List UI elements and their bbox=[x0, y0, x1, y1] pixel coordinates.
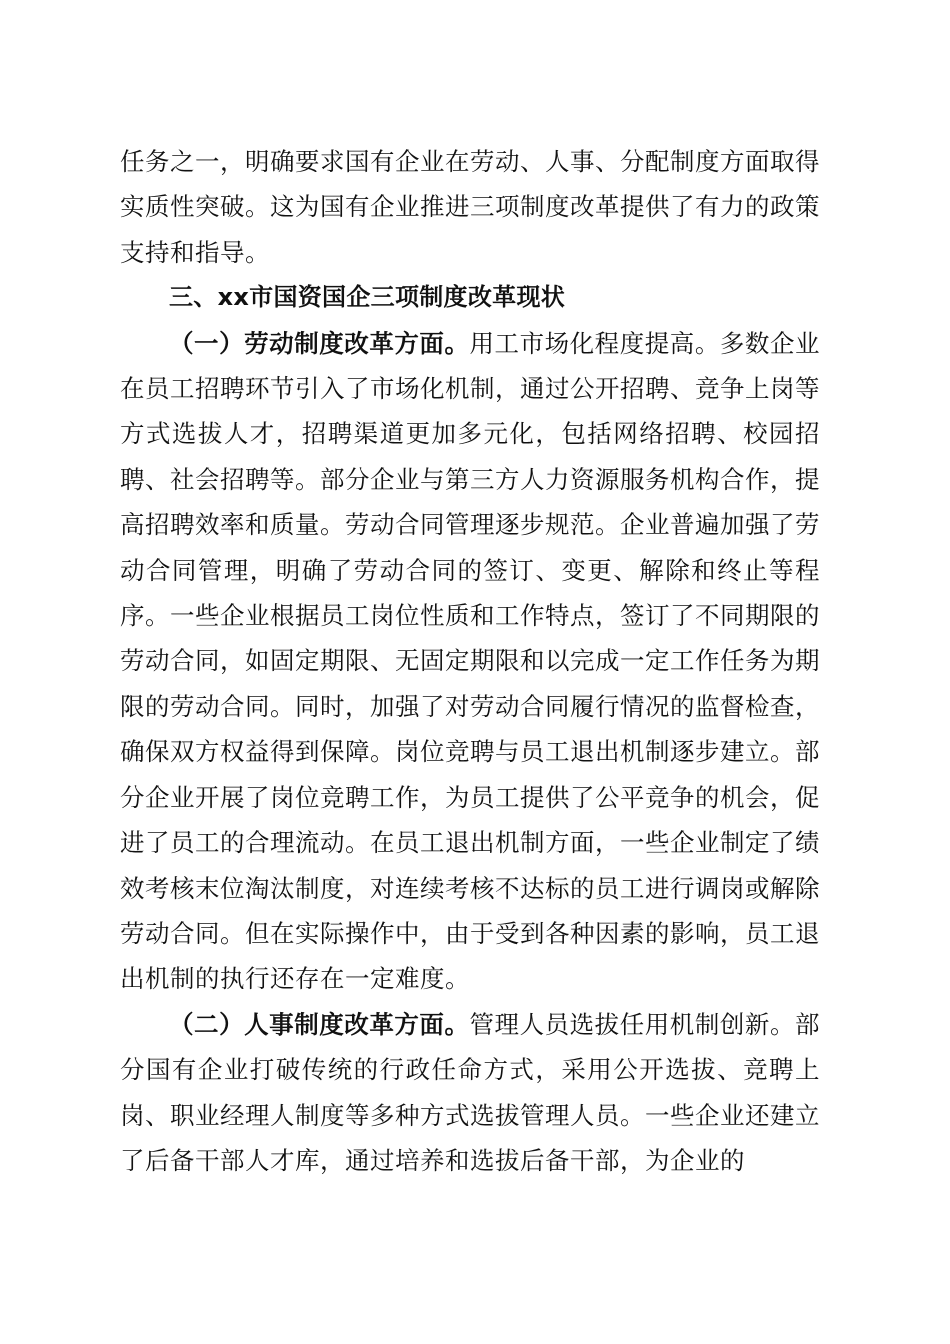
personnel-body: 管理人员选拔任用机制创新。部分国有企业打破传统的行政任命方式，采用公开选拔、竞聘上岗、职业经理人制度等多种方式选拔管理人员。一些企业还建立了后备干部人才库，通过培养和选拔后备干部，为企业的 bbox=[120, 1009, 821, 1175]
labor-lead: （一）劳动制度改革方面。 bbox=[169, 328, 470, 358]
labor-body: 用工市场化程度提高。多数企业在员工招聘环节引入了市场化机制，通过公开招聘、竞争上岗等方式选拔人才，招聘渠道更加多元化，包括网络招聘、校园招聘、社会招聘等。部分企业与第三方人力资源服务机构合作，提高招聘效率和质量。劳动合同管理逐步规范。企业普遍加强了劳动合同管理，明确了劳动合同的签订、变更、解除和终止等程序。一些企业根据员工岗位性质和工作特点，签订了不同期限的劳动合同，如固定期限、无固定期限和以完成一定工作任务为期限的劳动合同。同时，加强了对劳动合同履行情况的监督检查，确保双方权益得到保障。岗位竞聘与员工退出机制逐步建立。部分企业开展了岗位竞聘工作，为员工提供了公平竞争的机会，促进了员工的合理流动。在员工退出机制方面，一些企业制定了绩效考核末位淘汰制度，对连续考核不达标的员工进行调岗或解除劳动合同。但在实际操作中，由于受到各种因素的影响，员工退出机制的执行还存在一定难度。 bbox=[120, 328, 821, 994]
section-heading: 三、xx市国资国企三项制度改革现状 bbox=[169, 283, 566, 312]
intro-paragraph: 任务之一，明确要求国有企业在劳动、人事、分配制度方面取得实质性突破。这为国有企业推进三项制度改革提供了有力的政策支持和指导。 bbox=[120, 147, 820, 267]
personnel-lead: （二）人事制度改革方面。 bbox=[169, 1009, 470, 1039]
document-page bbox=[120, 139, 820, 1183]
personnel-paragraph bbox=[120, 1002, 820, 1184]
labor-paragraph bbox=[120, 321, 820, 1002]
